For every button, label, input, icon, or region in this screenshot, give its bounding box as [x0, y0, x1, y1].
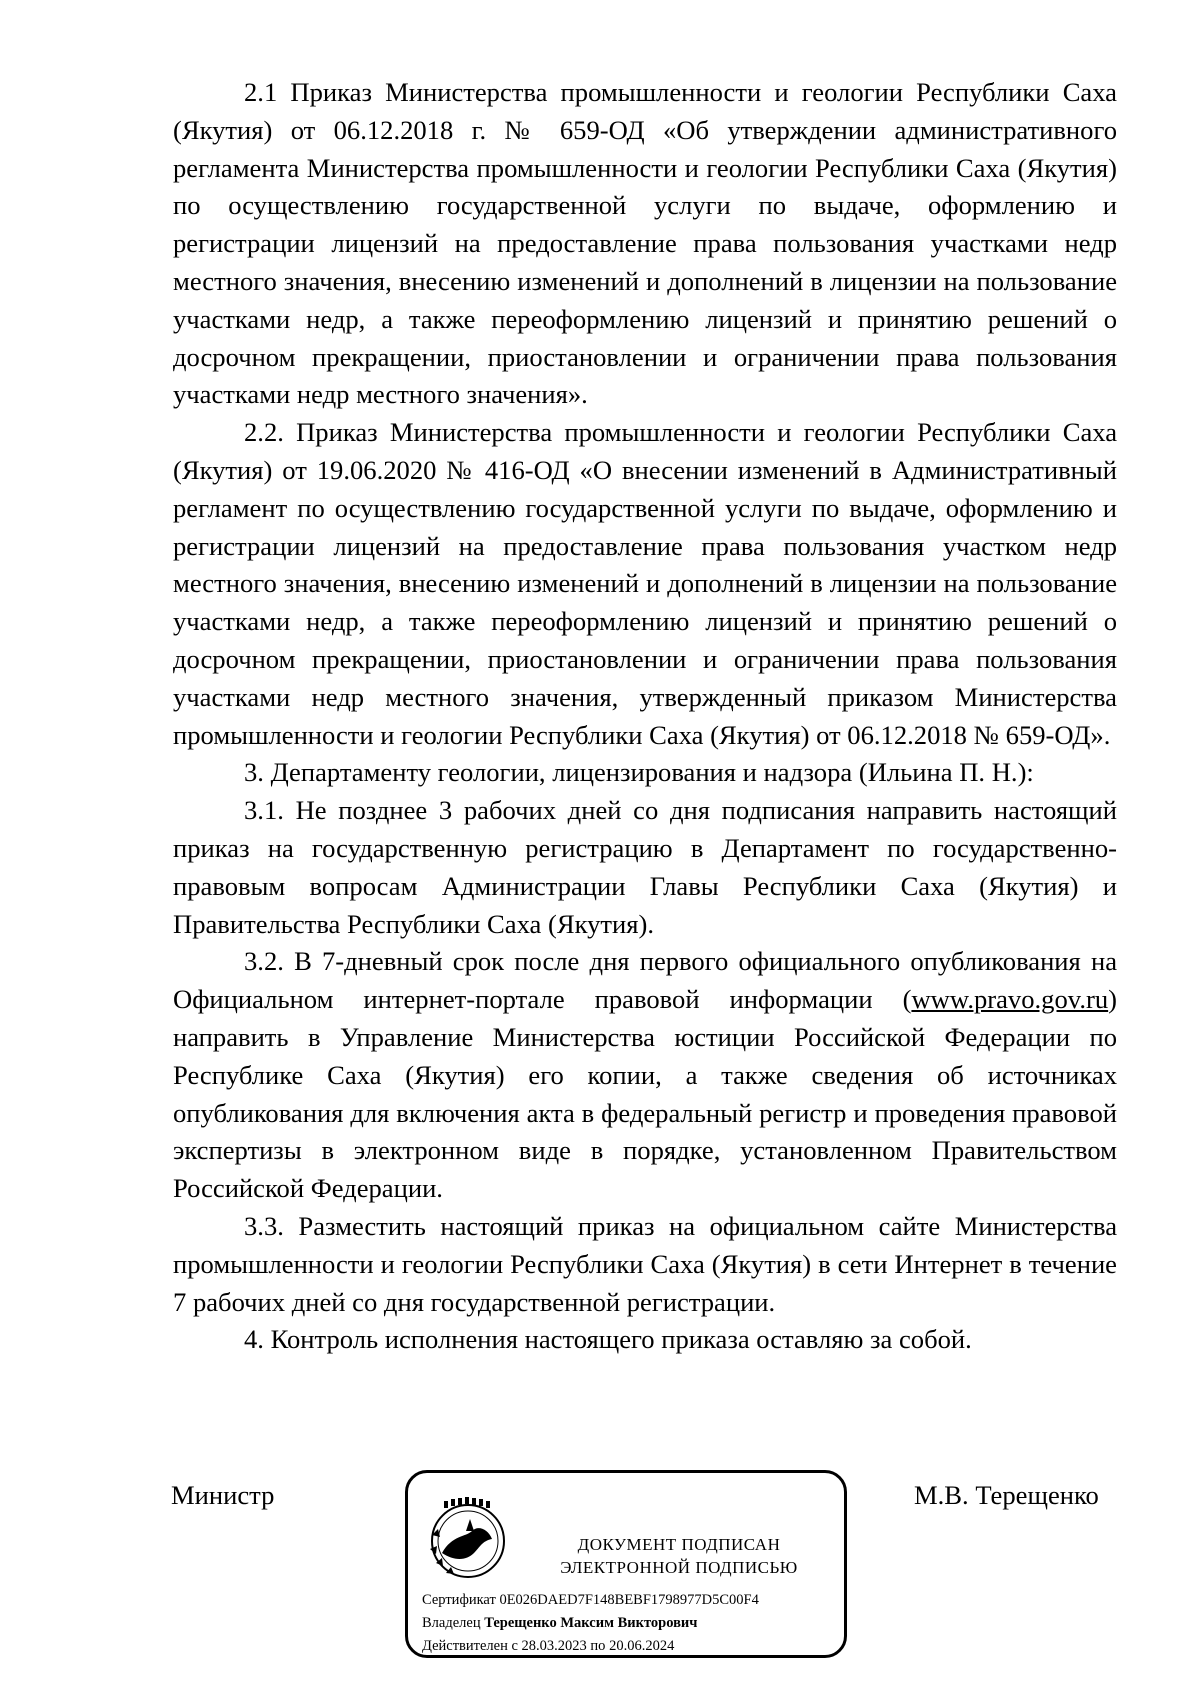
stamp-certificate — [422, 1591, 759, 1609]
paragraph-4: 4. Контроль исполнения настоящего приказа оставляю за собой. — [244, 1324, 972, 1355]
paragraph-3-3: 3.3. Разместить настоящий приказ на официальном сайте Министерства промышленности и геологии Республики Саха (Якутия) в сети Интернет в течение 7 рабочих дней со дня государственной регистрации. — [173, 1210, 1117, 1317]
signatory-name: М.В. Терещенко — [914, 1480, 1099, 1510]
stamp-heading-line1: ДОКУМЕНТ ПОДПИСАН — [577, 1535, 781, 1554]
paragraph-3-2 — [173, 943, 1117, 1208]
stamp-heading — [520, 1533, 838, 1579]
stamp-owner — [422, 1614, 697, 1632]
certificate-label: Сертификат — [422, 1592, 496, 1608]
electronic-signature-stamp — [405, 1470, 847, 1658]
stamp-validity — [422, 1637, 674, 1655]
paragraph-3-2-text-after: ) направить в Управление Министерства юстиции Российской Федерации по Республике Саха (Якутия) его копии, а также сведения об источниках опубликования для включения акта в федеральный регистр и проведения правовой экспертизы в электронном виде в порядке, установленном Правительством Российской Федерации. — [173, 984, 1117, 1204]
stamp-heading-line2: ЭЛЕКТРОННОЙ ПОДПИСЬЮ — [560, 1558, 798, 1577]
paragraph-3: 3. Департаменту геологии, лицензирования и надзора (Ильина П. Н.): — [244, 757, 1034, 788]
pravo-link[interactable]: www.pravo.gov.ru — [911, 984, 1109, 1015]
paragraph-2-1: 2.1 Приказ Министерства промышленности и геологии Республики Саха (Якутия) от 06.12.2018 г. № 659-ОД «Об утверждении административного регламента Министерства промышленности и геологии Республики Саха (Якутия) по осуществлению государственной услуги по выдаче, оформлению и регистрации лицензий на предоставление права пользования участками недр местного значения, внесению изменений и дополнений в лицензии на пользование участками недр, а также переоформлению лицензий и принятию решений о досрочном прекращении, приостановлении и ограничении права пользования участками недр местного значения». — [173, 77, 1117, 410]
document-body — [173, 74, 1117, 1359]
valid-to: 20.06.2024 — [609, 1638, 675, 1654]
valid-from: 28.03.2023 — [521, 1638, 587, 1654]
yakutia-emblem-icon — [422, 1495, 514, 1587]
signature-block — [0, 1470, 1200, 1670]
valid-to-label: по — [590, 1638, 606, 1654]
paragraph-3-2-text-before: 3.2. В 7-дневный срок после дня первого официального опубликования на Официальном интернет-портале правовой информации ( — [173, 946, 1117, 1015]
signatory-title: Министр — [171, 1480, 275, 1510]
paragraph-3-1: 3.1. Не позднее 3 рабочих дней со дня подписания направить настоящий приказ на государственную регистрацию в Департамент по государственно-правовым вопросам Администрации Главы Республики Саха (Якутия) и Правительства Республики Саха (Якутия). — [173, 795, 1117, 939]
valid-from-label: с — [511, 1638, 518, 1654]
owner-value: Терещенко Максим Викторович — [484, 1615, 698, 1631]
valid-label: Действителен — [422, 1638, 508, 1654]
owner-label: Владелец — [422, 1615, 481, 1631]
paragraph-2-2: 2.2. Приказ Министерства промышленности и геологии Республики Саха (Якутия) от 19.06.2020 № 416-ОД «О внесении изменений в Административный регламент по осуществлению государственной услуги по выдаче, оформлению и регистрации лицензий на предоставление права пользования участком недр местного значения, внесению изменений и дополнений в лицензии на пользование участками недр, а также переоформлению лицензий и принятию решений о досрочном прекращении, приостановлении и ограничении права пользования участками недр местного значения, утвержденный приказом Министерства промышленности и геологии Республики Саха (Якутия) от 06.12.2018 № 659-ОД». — [173, 417, 1117, 750]
certificate-value: 0E026DAED7F148BEBF1798977D5C00F4 — [499, 1592, 759, 1608]
